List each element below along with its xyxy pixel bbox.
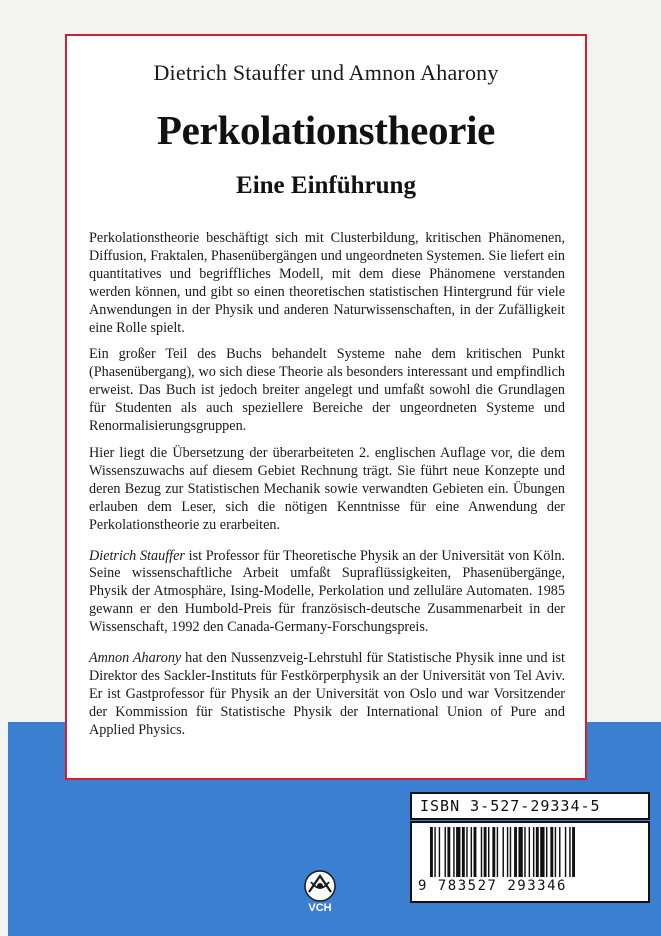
isbn-label: ISBN 3-527-29334-5 <box>410 792 650 820</box>
barcode-bar <box>510 827 511 877</box>
author-name: Amnon Aharony <box>89 650 182 667</box>
paragraph: Perkolationstheorie beschäftigt sich mit Clusterbildung, kritischen Phänomenen, Diffusion, Fraktalen, Phasenübergängen und ungeordneten Systemen. Sie liefert ein quantitatives und begriffliches Modell, mit dem diese Phänomene verstanden werden können, und gibt so einen theoretischen statistischen Hintergrund für viele Anwendungen in der Physik und anderen Naturwissenschaften, in der Zufälligkeit eine Rolle spielt. <box>89 230 565 336</box>
barcode-bar <box>456 827 460 877</box>
authors: Dietrich Stauffer und Amnon Aharony <box>153 60 499 85</box>
author-bio-stauffer <box>89 548 565 638</box>
ean-digits: 9 783527 293346 <box>418 878 567 894</box>
barcode-bar <box>453 827 454 877</box>
barcode-bar <box>484 827 487 877</box>
bio-text: ist Professor für Theoretische Physik an der Universität von Köln. Seine wissenschaftliche Arbeit umfaßt Supraflüssigkeiten, Phasenübergänge, Physik der Atmosphäre, Ising-Modelle, Perkolation und zelluläre Automaten. 1985 gewann er den Humbold-Preis für französisch-deutsche Zusammenarbeit in der Wissenschaft, 1992 den Canada-Germany-Forschungspreis. <box>89 547 565 636</box>
barcode-bar <box>497 827 498 877</box>
barcode-bar <box>536 827 539 877</box>
barcode-bar <box>462 827 465 877</box>
barcode-bar <box>474 827 477 877</box>
paragraph: Hier liegt die Übersetzung der überarbeiteten 2. englischen Auflage vor, die dem Wissenszuwachs auf diesem Gebiet Rechnung trägt. Sie führt neue Konzepte und deren Bezug zur Statistischen Mechanik sowie verwandten Gebieten ein. Übungen erlauben dem Leser, sich die nötigen Kenntnisse für eine Anwendung der Perkolationstheorie zu erarbeiten. <box>89 444 565 533</box>
barcode-bar <box>481 827 482 877</box>
barcode <box>410 821 650 903</box>
book-title: Perkolationstheorie <box>156 107 496 153</box>
author-bio-aharony <box>89 650 565 740</box>
barcode-bar <box>514 827 517 877</box>
barcode-bar <box>550 827 553 877</box>
barcode-bar <box>445 827 446 877</box>
barcode-bar <box>471 827 472 877</box>
barcode-bar <box>572 827 575 877</box>
barcode-bar <box>434 827 435 877</box>
publisher-emblem-icon <box>296 868 344 904</box>
barcode-bar <box>569 827 570 877</box>
barcode-bar <box>524 827 525 877</box>
barcode-bars <box>430 827 634 879</box>
barcode-bar <box>503 827 504 877</box>
book-subtitle: Eine Einführung <box>236 172 416 199</box>
barcode-bar <box>555 827 556 877</box>
barcode-bar <box>430 827 433 877</box>
bio-text: hat den Nussenzveig-Lehrstuhl für Statistische Physik inne und ist Direktor des Sackler-Instituts für Festkörperphysik an der Universität von Tel Aviv. Er ist Gastprofessor für Physik an der Universität von Oslo und war Vorsitzender der Kommission für Statistische Physik der International Union of Pure and Applied Physics. <box>89 650 565 738</box>
barcode-bar <box>518 827 522 877</box>
publisher-logo <box>296 868 344 918</box>
barcode-bar <box>533 827 534 877</box>
author-name: Dietrich Stauffer <box>89 547 185 564</box>
barcode-bar <box>559 827 560 877</box>
barcode-bar <box>529 827 530 877</box>
barcode-bar <box>546 827 547 877</box>
barcode-bar <box>447 827 450 877</box>
paragraph: Ein großer Teil des Buchs behandelt Systeme nahe dem kritischen Punkt (Phasenübergang), wo sich diese Theorie als besonders interessant und empfindlich erweist. Das Buch ist jedoch breiter angelegt und umfaßt sowohl die Grundlagen für Studenten als auch speziellere Bereiche der ungeordneten Systeme und Renormalisierungsgruppen. <box>89 346 565 435</box>
barcode-bar <box>565 827 566 877</box>
publisher-logo-text: VCH <box>308 902 332 914</box>
barcode-bar <box>439 827 440 877</box>
barcode-bar <box>488 827 489 877</box>
barcode-bar <box>466 827 467 877</box>
barcode-bar <box>492 827 495 877</box>
barcode-bar <box>507 827 508 877</box>
text-frame <box>65 34 587 780</box>
barcode-bar <box>540 827 544 877</box>
blurb <box>89 230 565 749</box>
